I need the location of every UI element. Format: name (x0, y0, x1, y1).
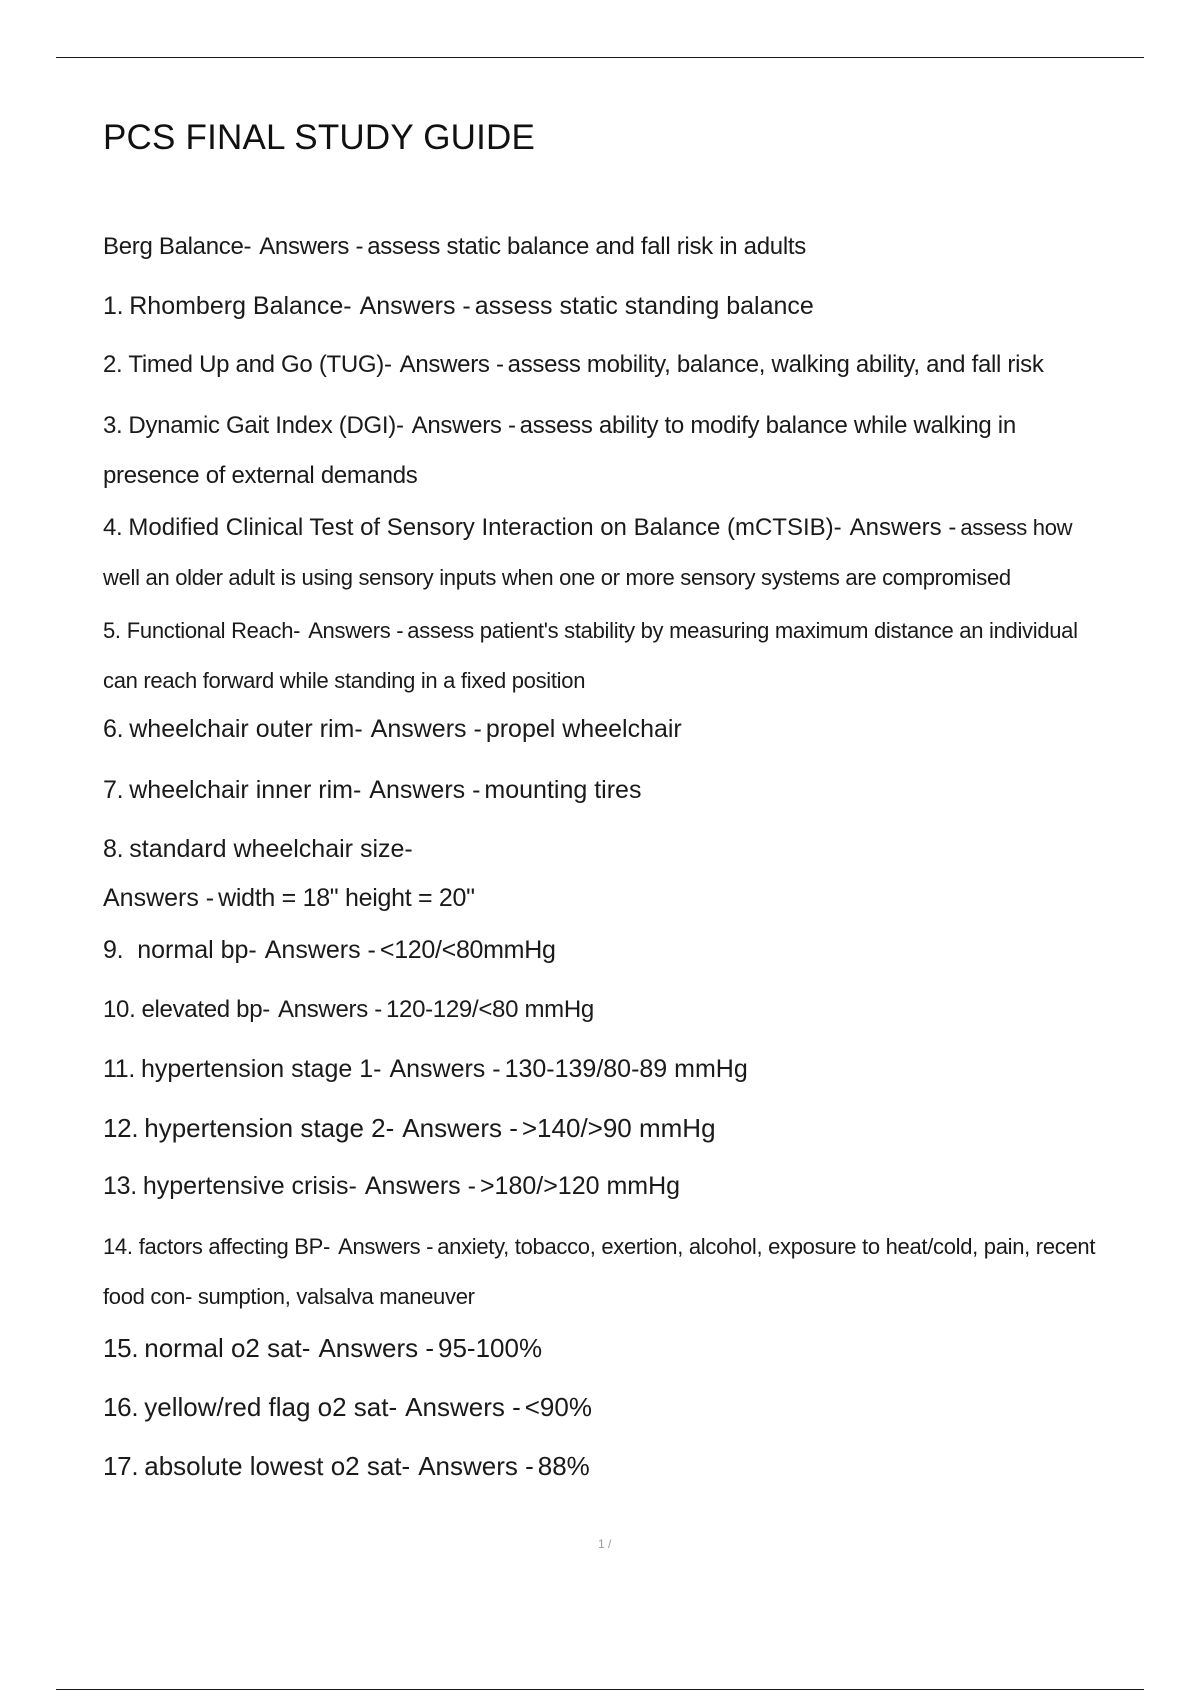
answer-label: Answers - (399, 351, 504, 378)
entry-term: wheelchair inner rim- (129, 776, 362, 804)
entry-term: Dynamic Gait Index (DGI)- (128, 412, 404, 439)
entry-number: 1. (103, 292, 124, 320)
entry-term: yellow/red flag o2 sat- (144, 1392, 398, 1422)
answer-label: Answers - (308, 618, 404, 643)
entry-number: 2. (103, 351, 123, 378)
entry-number: 14. (103, 1234, 133, 1259)
entry-answer: <90% (524, 1392, 592, 1422)
answer-label: Answers - (849, 514, 957, 541)
list-item (103, 503, 1108, 603)
list-item (103, 1333, 1108, 1364)
entry-term: Rhomberg Balance- (129, 292, 352, 320)
entry-term: wheelchair outer rim- (129, 715, 363, 743)
answer-label: Answers - (402, 1113, 518, 1143)
entry-term: hypertensive crisis- (142, 1172, 357, 1200)
entry-answer: 88% (537, 1451, 590, 1481)
entry-term: absolute lowest o2 sat- (144, 1451, 411, 1481)
entry-number: 16. (103, 1392, 139, 1422)
answer-label: Answers - (405, 1392, 521, 1422)
answer-label: Answers - (338, 1234, 434, 1259)
entry-term: elevated bp- (141, 996, 270, 1023)
list-item (103, 715, 1108, 744)
list-item (103, 233, 1108, 261)
entry-answer: anxiety, tobacco, exertion, alcohol, exposure to heat/cold, pain, recent food con- sumption, valsalva maneuver (103, 1234, 1096, 1309)
entry-term: Functional Reach- (126, 618, 301, 643)
entry-term: factors affecting BP- (138, 1234, 331, 1259)
page-title: PCS FINAL STUDY GUIDE (103, 118, 536, 157)
page-number: 1 / (598, 1537, 612, 1551)
entry-term: normal o2 sat- (144, 1333, 311, 1363)
entry-term: hypertension stage 2- (144, 1113, 395, 1143)
entry-number: 11. (103, 1055, 135, 1083)
list-item (103, 1392, 1108, 1423)
answer-label: Answers - (264, 936, 376, 964)
list-item (103, 1451, 1108, 1482)
entry-term: standard wheelchair size- (129, 835, 413, 863)
entry-term: Berg Balance- (103, 233, 252, 260)
entry-answer: 120-129/<80 mmHg (385, 996, 594, 1023)
list-item (103, 606, 1108, 706)
answer-label: Answers - (277, 996, 382, 1023)
entry-answer: 130-139/80-89 mmHg (504, 1055, 748, 1083)
entry-answer: 95-100% (438, 1333, 543, 1363)
list-item (103, 936, 1108, 965)
answer-label: Answers - (369, 776, 481, 804)
entry-answer: >180/>120 mmHg (479, 1172, 681, 1200)
answer-label: Answers - (418, 1451, 534, 1481)
list-item (103, 776, 1108, 805)
entry-number: 5. (103, 618, 121, 643)
answer-label: Answers - (318, 1333, 435, 1363)
answer-label: Answers - (389, 1055, 501, 1083)
entry-answer: assess static balance and fall risk in adults (367, 233, 806, 260)
list-item (103, 351, 1108, 379)
entry-term: hypertension stage 1- (141, 1055, 382, 1083)
entry-term: Timed Up and Go (TUG)- (128, 351, 392, 378)
entry-answer: assess static standing balance (474, 292, 814, 320)
entry-answer: <120/<80mmHg (379, 936, 556, 964)
list-item (103, 1172, 1108, 1201)
entry-answer: mounting tires (484, 776, 642, 804)
entry-answer: assess mobility, balance, walking ability, and fall risk (507, 351, 1044, 378)
list-item (103, 1113, 1108, 1144)
bottom-rule (56, 1689, 1144, 1690)
answer-label: Answers - (259, 233, 364, 260)
entry-number: 10. (103, 996, 136, 1023)
entry-number: 15. (103, 1333, 139, 1363)
answer-label: Answers - (359, 292, 471, 320)
entry-number: 12. (103, 1113, 139, 1143)
answer-label: Answers - (364, 1172, 476, 1200)
entry-number: 4. (103, 514, 123, 541)
entry-term: Modified Clinical Test of Sensory Interaction on Balance (mCTSIB)- (128, 514, 842, 541)
entry-answer: assess patient's stability by measuring maximum distance an individual can reach forward while standing in a fixed position (103, 618, 1078, 693)
answer-label: Answers - (370, 715, 482, 743)
entry-number: 6. (103, 715, 124, 743)
top-rule (56, 57, 1144, 58)
entry-answer: assess how well an older adult is using sensory inputs when one or more sensory systems are compromised (103, 515, 1073, 590)
entry-answer: width = 18" height = 20" (218, 884, 475, 912)
list-item (103, 835, 1108, 864)
list-item (103, 996, 1108, 1024)
entry-answer: >140/>90 mmHg (521, 1113, 716, 1143)
list-item (103, 1055, 1108, 1084)
list-item (103, 1222, 1108, 1322)
entry-number: 9. (103, 936, 124, 964)
entry-number: 8. (103, 835, 124, 863)
list-item (103, 292, 1108, 321)
answer-label: Answers - (411, 412, 516, 439)
list-item (103, 401, 1108, 501)
entry-number: 17. (103, 1451, 139, 1481)
entry-number: 13. (103, 1172, 137, 1200)
entry-answer: assess ability to modify balance while walking in presence of external demands (103, 412, 1016, 489)
entry-term: normal bp- (137, 936, 257, 964)
answer-label: Answers - (103, 884, 215, 912)
entry-number: 3. (103, 412, 123, 439)
list-item-continuation (103, 884, 1108, 913)
entry-number: 7. (103, 776, 124, 804)
entry-answer: propel wheelchair (485, 715, 682, 743)
